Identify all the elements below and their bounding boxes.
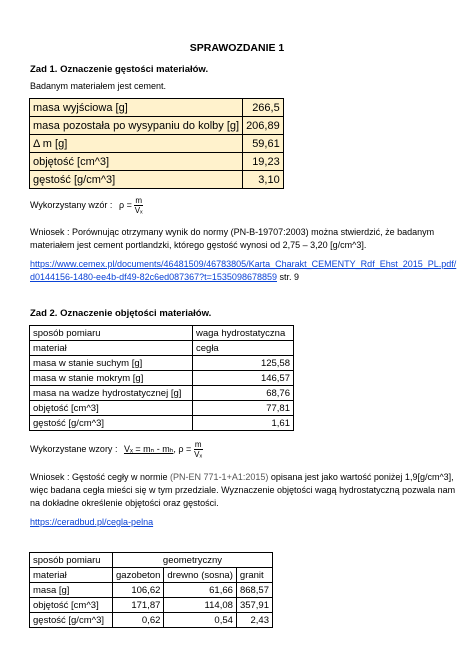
fraction-numerator: m <box>135 196 143 205</box>
table-row <box>30 117 284 135</box>
row-value: 357,91 <box>236 598 272 613</box>
zad2-formula: Wykorzystane wzory : Vₓ = mₙ - mₕ, ρ = $\frac{m}{\text{Vₓ}}$ <box>30 440 203 459</box>
formula-fraction <box>134 196 143 215</box>
zad1-conclusion-line-1: Wniosek : Porównując otrzymany wynik do normy (PN-B-19707:2003) można stwierdzić, że badanym <box>30 227 435 237</box>
zad2-conclusion-line-1 <box>30 471 454 484</box>
table-row <box>30 583 273 598</box>
table-row <box>30 341 294 356</box>
row-label: masa pozostała po wysypaniu do kolby [g] <box>30 117 243 135</box>
geometric-table <box>29 552 273 628</box>
row-label: objętość [cm^3] <box>30 401 193 416</box>
row-label: materiał <box>30 568 113 583</box>
material-cell: granit <box>236 568 272 583</box>
row-value: cegła <box>193 341 294 356</box>
table-row <box>30 99 284 117</box>
norm-reference: (PN-EN 771-1+A1:2015) <box>170 472 269 482</box>
table-row <box>30 553 273 568</box>
row-value: 0,62 <box>113 613 164 628</box>
zad1-intro: Badanym materiałem jest cement. <box>30 81 167 91</box>
zad2-heading: Zad 2. Oznaczenie objętości materiałów. <box>30 308 212 319</box>
table-row <box>30 401 294 416</box>
table-row <box>30 153 284 171</box>
row-value: 59,61 <box>243 135 284 153</box>
table-row <box>30 171 284 189</box>
formula-label: Wykorzystany wzór : <box>30 199 113 210</box>
row-label: gęstość [g/cm^3] <box>30 171 243 189</box>
row-value: 266,5 <box>243 99 284 117</box>
table-row <box>30 356 294 371</box>
row-label: objętość [cm^3] <box>30 153 243 171</box>
row-value: 125,58 <box>193 356 294 371</box>
row-label: masa w stanie suchym [g] <box>30 356 193 371</box>
material-cell: drewno (sosna) <box>164 568 237 583</box>
row-label: masa wyjściowa [g] <box>30 99 243 117</box>
row-value: 2,43 <box>236 613 272 628</box>
row-value: 206,89 <box>243 117 284 135</box>
table-row <box>30 613 273 628</box>
conclusion-text: Wniosek : Gęstość cegły w normie <box>30 472 171 482</box>
zad1-formula <box>30 196 143 215</box>
zad1-source-link-part-2[interactable]: d0144156-1480-ee4b-df49-82c6ed087367?t=1535098678859 <box>30 272 277 282</box>
table-row <box>30 371 294 386</box>
formula-rho: ρ = <box>178 443 192 454</box>
row-label: Δ m [g] <box>30 135 243 153</box>
zad1-source-link[interactable]: https://www.cemex.pl/documents/46481509/46783805/Karta_Charakt_CEMENTY_Rdf_Ehst_2015_PL.pdf/ <box>30 259 457 269</box>
row-value: 106,62 <box>113 583 164 598</box>
zad1-conclusion-line-2: materiałem jest cement portlandzki, którego gęstość wynosi od 2,75 – 3,20 [g/cm^3]. <box>30 240 367 250</box>
zad1-density-table <box>29 98 284 189</box>
row-label: gęstość [g/cm^3] <box>30 416 193 431</box>
header-cell: geometryczny <box>113 553 273 568</box>
table-row <box>30 568 273 583</box>
fraction-denominator: Vₓ <box>134 206 143 215</box>
row-label: masa na wadze hydrostatycznej [g] <box>30 386 193 401</box>
row-value: 19,23 <box>243 153 284 171</box>
fraction-denominator: Vₓ <box>194 450 203 459</box>
row-label: gęstość [g/cm^3] <box>30 613 113 628</box>
row-label: masa w stanie mokrym [g] <box>30 371 193 386</box>
row-value: 77,81 <box>193 401 294 416</box>
row-value: 146,57 <box>193 371 294 386</box>
zad1-source-link-cont[interactable] <box>30 271 299 284</box>
row-value: 171,87 <box>113 598 164 613</box>
table-row <box>30 326 294 341</box>
row-value: 1,61 <box>193 416 294 431</box>
material-cell: gazobeton <box>113 568 164 583</box>
row-value: 868,57 <box>236 583 272 598</box>
formula-rho: ρ = <box>118 199 132 210</box>
table-row <box>30 135 284 153</box>
table-row <box>30 386 294 401</box>
conclusion-text: opisana jest jako wartość poniżej 1,9[g/cm^3], <box>268 472 454 482</box>
zad2-hydrostatic-table <box>29 325 294 431</box>
formula-fraction <box>194 440 203 459</box>
row-label: objętość [cm^3] <box>30 598 113 613</box>
formula-vx: Vₓ = mₙ - mₕ <box>123 443 174 454</box>
page-title: SPRAWOZDANIE 1 <box>189 42 285 54</box>
row-label: materiał <box>30 341 193 356</box>
fraction-numerator: m <box>194 440 202 449</box>
row-label: masa [g] <box>30 583 113 598</box>
header-cell: sposób pomiaru <box>30 326 193 341</box>
formula-label: Wykorzystane wzory : <box>30 443 118 454</box>
zad1-heading: Zad 1. Oznaczenie gęstości materiałów. <box>30 64 209 75</box>
table-row <box>30 416 294 431</box>
row-value: 61,66 <box>164 583 237 598</box>
row-value: 68,76 <box>193 386 294 401</box>
header-cell: sposób pomiaru <box>30 553 113 568</box>
zad2-source-link[interactable]: https://ceradbud.pl/cegla-pelna <box>30 517 154 527</box>
source-page-ref: str. 9 <box>279 272 300 282</box>
zad2-conclusion-line-2: więc badana cegła mieści się w tym przedziale. Wyznaczenie objętości wagą hydrostatyczną pozwala nam <box>30 485 456 495</box>
row-value: 3,10 <box>243 171 284 189</box>
header-cell: waga hydrostatyczna <box>193 326 294 341</box>
zad2-conclusion-line-3: na dokładne określenie objętości oraz gęstości. <box>30 498 219 508</box>
row-value: 0,54 <box>164 613 237 628</box>
row-value: 114,08 <box>164 598 237 613</box>
table-row <box>30 598 273 613</box>
